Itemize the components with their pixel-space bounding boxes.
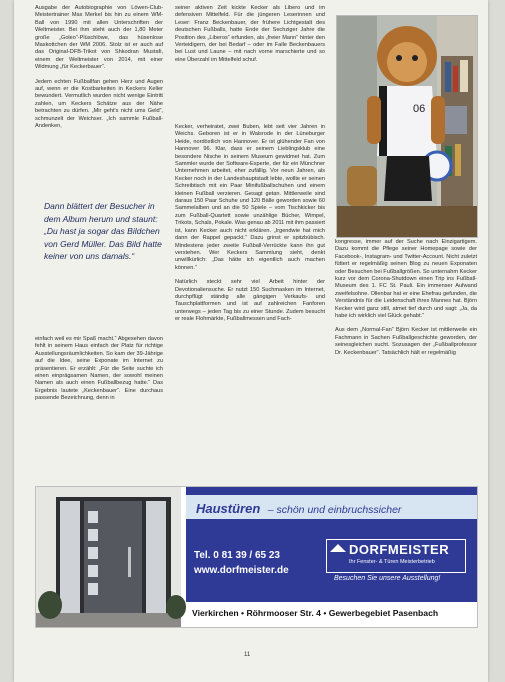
paragraph: Aus dem „Normal-Fan“ Björn Kecker ist mittlerweile ein Fachmann in Sachen Fußballgeschichte geworden, der seinesgleichen sucht. Sozusagen der „Fußballprofessor Dr. Keckenbauer“. Tatsächlich hält er regelmäßig <box>335 327 477 356</box>
brand-tagline: Ihr Fenster- & Türen Meisterbetrieb <box>349 559 435 565</box>
photo-illustration <box>337 16 477 237</box>
paragraph: Natürlich steckt sehr viel Arbeit hinter der Devotionaliensuche. Er nutzt 150 Suchmasken im Internet, durchpflügt ständig alle gängigen Verkaufs- und Tauschplattformen und ist auf zahlreichen Fanforen unterwegs – jeden Tag bis zu einer Stunde. Zudem besucht er reale Flohmärkte, Fußballmessen und Fach- <box>175 279 325 323</box>
column-1-bottom <box>35 336 163 410</box>
magazine-page <box>14 0 488 682</box>
house-icon <box>330 544 346 552</box>
advertisement[interactable] <box>35 486 478 628</box>
ad-phone: Tel. 0 81 39 / 65 23 <box>194 550 280 561</box>
ad-address: Vierkirchen • Röhrmooser Str. 4 • Gewerbegebiet Pasenbach <box>192 608 439 618</box>
paragraph: seiner aktiven Zeit kickte Kecker als Libero und im defensiven Mittelfeld. Für die jüngeren Leserinnen und Leser: Franz Beckenbauer, der frühere Lichtgestalt des deutschen Fußballs, hatte Ende der Sechziger Jahre die Position des „Liberos“ erfunden, als „freier Mann“ hinter den Verteidigern, der bei Bedarf – oder im Falle Beckenbauers bei Lust und Laune – mit nach vorne marschierte und so eine Überzahl im Mittelfeld schuf. <box>175 5 325 63</box>
paragraph: einfach weil es mir Spaß macht.“ Abgesehen davon fehlt in seinem Haus einfach der Platz für richtige Ausstellungsräumlichkeiten. So kam der 39-Jährige auf die Idee, seine Exponate im Internet zu präsentieren. Er erzählt: „Für die Seite suchte ich einen einprägsamen Namen, der sowohl meinen Namen als auch einen Fußballbezug hatte.“ Das Ergebnis lautete „Keckenbauer“. Eine durchaus passende Bezeichnung, denn in <box>35 336 163 402</box>
column-3 <box>335 239 477 364</box>
column-2-bottom <box>175 124 325 331</box>
page-number: 11 <box>244 652 251 658</box>
column-1-top <box>35 5 163 138</box>
column-2-top <box>175 5 325 71</box>
paragraph: Kecker, verheiratet, zwei Buben, lebt seit vier Jahren in Weichs. Geboren ist er in Walsrode in der Lüneburger Heide, nordöstlich von Hannover. Er ist glühender Fan von Hannover 96. Klar, dass er seinem Lieblingsklub eine besondere Nische in seinem Museum gewidmet hat. Zum Sammler wurde der Software-Experte, der für ein Münchner Unternehmen arbeitet, eher zufällig. Vor neun Jahren, als Kecker noch in der Landeshauptstadt lebte, wollte er seinen Schreibtisch mit ein Paar Minifußballschuhen und einem kleinen Fußball verzieren. Gesagt getan. Mittlerweile sind daraus 150 Paar Schuhe und 120 Bälle geworden sowie 60 Sammelalben und an die 50 Spiele – vom Tischkicker bis zum Fußball-Quartett sowie unzählige Bücher, Wimpel, Trikots, Schals, Pokale. Was genau ab 2011 mit ihm passiert ist, kann Kecker auch nicht erklären. „Irgendwie hat mich dann der Rappel gepackt.“ Dazu grinst er spitzbübisch. Mindestens jeder zweite Fußball-Verrückte kann ihn gut verstehen. Wer Keckers Sammlung sieht, denkt unwillkürlich: „Das hätte ich eigentlich auch machen können.“ <box>175 124 325 271</box>
ad-invite: Besuchen Sie unsere Ausstellung! <box>334 575 441 582</box>
mascot-photo <box>336 15 478 238</box>
paragraph: Ausgabe der Autobiographie von Löwen-Club-Meistertrainer Max Merkel bis hin zu einem WM-Ball von 1990 mit allen Unterschriften der Weltmeister. Bei ihm steht auch der 1,80 Meter große „Goleo“-Plüschlöwe, das hüsenlose Maskottchen der WM 2006. Stolz ist er auch auf das Original-DFB-Trikot von Shkodran Mustafi, einem der Weltmeister von 2014, mit einer Widmung „für Keckerbauer“. <box>35 5 163 71</box>
shirt-number: 06 <box>413 103 426 115</box>
dorfmeister-logo <box>326 539 466 573</box>
ad-headline: Haustüren <box>196 501 261 516</box>
ad-website-link[interactable]: www.dorfmeister.de <box>194 565 289 576</box>
pull-quote: Dann blättert der Besucher in dem Album herum und staunt: „Du hast ja sogar das Bildchen von Gerd Müller. Das Bild hatte keiner von uns damals.“ <box>44 201 162 262</box>
brand-name: DORFMEISTER <box>349 542 450 557</box>
paragraph: kongresse, immer auf der Suche nach Einzigartigem. Dazu kommt die Pflege seiner Homepage sowie der Facebook-, Instagram- und Twitter-Account. Nicht zuletzt füttert er regelmäßig seinen Blog zu neuen Exponaten oder Besuchen bei Fußballgrößen. So unternahm Kecker kurz vor dem Corona-Shutdown einen Trip ins Fußball-Museum des 1. FC St. Pauli. Ein immenser Aufwand zweifelsohne. Ollenbar hat er eine Ehefrau gefunden, die Verständnis für die Leidenschaft ihres Mannes hat. Björn Kecker wird ganz still, atmet tief durch und sagt: „Ja, da habe ich wirklich viel Glück gehabt.“ <box>335 239 477 320</box>
ad-headline-row <box>196 500 401 518</box>
paragraph: Jedem echten Fußballfan gehen Herz und Augen auf, wenn er die Kostbarkeiten in Keckers Keller bewundert. Vermutlich wurden nicht wenige Eintritt zahlen, um Keckers Schätze aus der Nähe betrachten zu dürfen. „Mir geht's nicht ums Geld“, schmunzelt der Weichser. „Ich sammle Fußball-Andenken, <box>35 78 163 130</box>
ad-subline: – schön und einbruchssicher <box>267 504 402 516</box>
